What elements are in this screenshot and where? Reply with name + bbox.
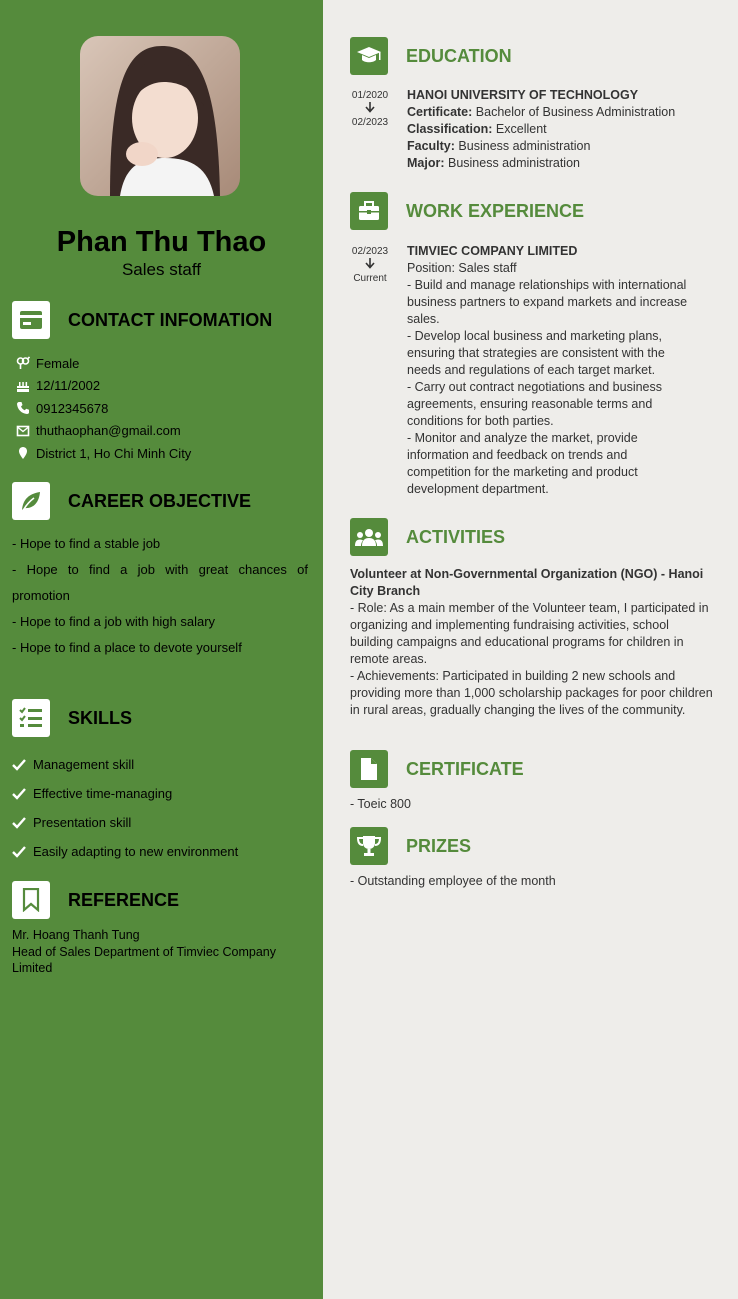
education-heading: [350, 37, 512, 75]
skill-item: [12, 779, 238, 808]
school-name: HANOI UNIVERSITY OF TECHNOLOGY: [407, 88, 639, 102]
check-icon: [12, 846, 28, 858]
skill-label: Presentation skill: [33, 815, 132, 830]
document-icon: [350, 750, 388, 788]
activities-block: [350, 566, 715, 719]
leaf-icon: [12, 482, 50, 520]
work-line: - Develop local business and marketing plans, ensuring that strategies are consistent with the needs and regulations of each target market.: [407, 329, 665, 377]
education-start: 01/2020: [351, 90, 389, 101]
activities-heading-text: ACTIVITIES: [406, 526, 506, 547]
graduation-cap-icon: [350, 37, 388, 75]
skills-heading-text: SKILLS: [68, 707, 133, 728]
work-entry: [407, 243, 692, 498]
activity-line: - Achievements: Participated in building 2 new schools and providing more than 1,000 scholarship packages for poor children in rural areas, gradually changing the lives of the community.: [350, 669, 713, 717]
check-icon: [12, 759, 28, 771]
reference-heading: [12, 881, 179, 919]
activities-heading: [350, 518, 505, 556]
contact-heading: [12, 301, 272, 339]
contact-email: [16, 420, 191, 443]
profile-photo: [80, 36, 240, 196]
work-line: - Build and manage relationships with international business partners to expand markets and increase sales.: [407, 278, 688, 326]
work-start: 02/2023: [351, 246, 389, 257]
birthday-cake-icon: [16, 379, 30, 393]
skill-item: [12, 837, 238, 866]
activity-org: Volunteer at Non-Governmental Organization (NGO) - Hanoi City Branch: [350, 567, 704, 598]
work-end: Current: [353, 273, 387, 284]
activity-line: - Role: As a main member of the Volunteer team, I participated in organizing and implementing fundraising activities, school building campaigns and educational programs for children in remote areas.: [350, 601, 709, 666]
arrow-down-icon: [348, 258, 392, 273]
certificate-heading-text: CERTIFICATE: [406, 758, 524, 779]
prizes-text: - Outstanding employee of the month: [350, 874, 556, 888]
skill-item: [12, 750, 238, 779]
education-row: Certificate: Bachelor of Business Administration: [407, 105, 676, 119]
objective-heading: [12, 482, 251, 520]
work-line: - Monitor and analyze the market, provide information and feedback on trends and competition for the marketing and product development department.: [407, 431, 638, 496]
contact-address: [16, 442, 191, 465]
objective-list: [12, 531, 308, 661]
prizes-heading: [350, 827, 471, 865]
work-line: - Carry out contract negotiations and business agreements, ensuring reasonable terms and conditions for both parties.: [407, 380, 662, 428]
company-name: TIMVIEC COMPANY LIMITED: [407, 244, 578, 258]
right-column-bottom: [323, 990, 738, 1299]
objective-item: - Hope to find a job with high salary: [12, 614, 216, 629]
work-heading: [350, 192, 584, 230]
check-icon: [12, 788, 28, 800]
certificate-heading: [350, 750, 524, 788]
work-heading-text: WORK EXPERIENCE: [406, 200, 585, 221]
work-line: Position: Sales staff: [407, 261, 517, 275]
id-card-icon: [12, 301, 50, 339]
skills-heading: [12, 699, 132, 737]
contact-heading-text: CONTACT INFOMATION: [68, 309, 273, 330]
objective-item: - Hope to find a job with great chances of promotion: [12, 562, 308, 603]
address-value: District 1, Ho Chi Minh City: [36, 445, 192, 461]
skill-label: Management skill: [33, 757, 135, 772]
contact-birthday: [16, 375, 191, 398]
objective-item: - Hope to find a place to devote yourself: [12, 640, 242, 655]
gender-icon: [16, 356, 30, 370]
email-value: thuthaophan@gmail.com: [36, 423, 181, 439]
skill-item: [12, 808, 238, 837]
reference-heading-text: REFERENCE: [68, 889, 180, 910]
birthday-value: 12/11/2002: [36, 378, 101, 394]
group-icon: [350, 518, 388, 556]
education-end: 02/2023: [351, 117, 389, 128]
envelope-icon: [16, 424, 30, 438]
skills-list: [12, 750, 238, 866]
bookmark-icon: [12, 881, 50, 919]
education-row: Classification: Excellent: [407, 122, 547, 136]
contact-gender: [16, 352, 191, 375]
certificate-text: - Toeic 800: [350, 797, 411, 811]
education-dates: [348, 90, 392, 129]
location-pin-icon: [16, 446, 30, 460]
contact-phone: [16, 397, 191, 420]
education-row: Faculty: Business administration: [407, 139, 591, 153]
checklist-icon: [12, 699, 50, 737]
work-dates: [348, 246, 392, 285]
education-entry: [407, 87, 707, 172]
objective-item: - Hope to find a stable job: [12, 536, 161, 551]
education-heading-text: EDUCATION: [406, 45, 512, 66]
objective-heading-text: CAREER OBJECTIVE: [68, 490, 252, 511]
check-icon: [12, 817, 28, 829]
skill-label: Easily adapting to new environment: [33, 844, 239, 859]
contact-list: [16, 352, 191, 465]
job-title: Sales staff: [121, 260, 202, 279]
person-name: Phan Thu Thao: [56, 226, 267, 258]
skill-label: Effective time-managing: [33, 786, 173, 801]
phone-value: 0912345678: [36, 400, 109, 416]
prizes-heading-text: PRIZES: [406, 835, 472, 856]
trophy-icon: [350, 827, 388, 865]
reference-position: Head of Sales Department of Timviec Company Limited: [12, 944, 277, 975]
gender-value: Female: [36, 355, 80, 371]
phone-icon: [16, 401, 30, 415]
briefcase-icon: [350, 192, 388, 230]
reference-name: Mr. Hoang Thanh Tung: [12, 928, 140, 942]
reference-block: [12, 927, 302, 977]
education-row: Major: Business administration: [407, 156, 580, 170]
arrow-down-icon: [348, 102, 392, 117]
